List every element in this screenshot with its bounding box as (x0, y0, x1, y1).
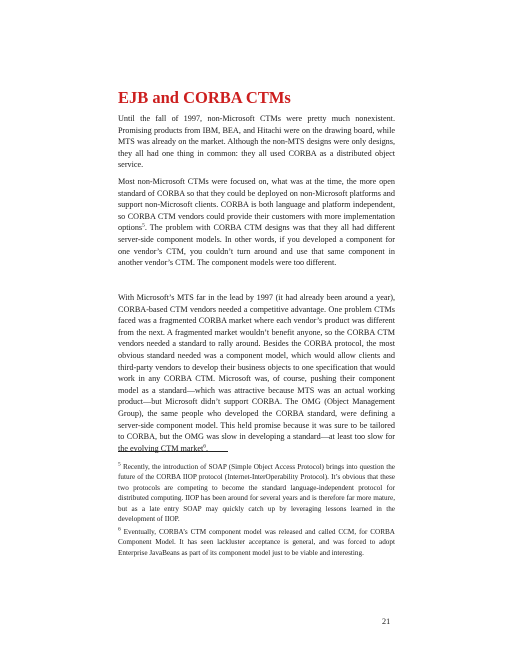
page-number: 21 (382, 617, 391, 626)
footnote-6 (118, 527, 395, 558)
paragraph-3-text-b: . (206, 443, 209, 453)
paragraph-1 (118, 113, 395, 171)
footnote-6-text: Eventually, CORBA’s CTM component model was released and called CCM, for CORBA Component Model. It has seen lackluster acceptance is general, and was forced to adopt Enterprise JavaBeans as part of its component model just to be viable and interesting. (118, 528, 395, 557)
footnote-ref-5[interactable]: 5 (142, 222, 145, 229)
paragraph-2-text-b: . The problem with CORBA CTM designs was that they all had different server-side component models. In other words, if you developed a component for one vendor’s CTM, you couldn’t turn around and use that same component in another vendor’s CTM. The component models were too different. (118, 223, 395, 268)
footnote-divider (118, 451, 228, 452)
paragraph-3-text-a: With Microsoft’s MTS far in the lead by 1997 (it had already been around a year), CORBA-based CTM vendors needed a competitive advantage. One problem CTMs faced was a fragmented CORBA market where each vendor’s product was different from the next. A fragmented market wouldn’t benefit anyone, so the CORBA CTM vendors needed a standard to rally around. Besides the CORBA protocol, the most obvious standard needed was a component model, which would allow clients and third-party vendors to develop their business objects to one specification that would work in any CORBA CTM. Microsoft was, of course, pushing their component model as a standard—which was attractive because MTS was an actual working product—but Microsoft didn’t support CORBA. The OMG (Object Management Group), the same people who developed the CORBA standard, were defining a server-side component model. This held promise because it was sure to be tailored to CORBA, but the OMG was slow in developing a standard—at least too slow for the evolving CTM market (118, 293, 395, 453)
footnote-ref-6[interactable]: 6 (203, 442, 207, 449)
footnote-5 (118, 462, 395, 524)
footnote-5-text: Recently, the introduction of SOAP (Simple Object Access Protocol) brings into question the future of the CORBA IIOP protocol (Internet-InterOperability Protocol). It’s obvious that these two protocols are competing to become the standard language-independent protocol for distributed computing. IIOP has been around for several years and is therefore far more mature, but as a late entry SOAP may quickly catch up by leveraging lessons learned in the development of IIOP. (118, 463, 395, 524)
footnote-6-mark: 6 (118, 526, 121, 533)
paragraph-2 (118, 176, 395, 269)
section-heading: EJB and CORBA CTMs (118, 88, 291, 107)
paragraph-3 (118, 292, 395, 454)
paragraph-1-text: Until the fall of 1997, non-Microsoft CTMs were pretty much nonexistent. Promising products from IBM, BEA, and Hitachi were on the drawing board, while MTS was already on the market. Although the non-MTS designs were only designs, they all had one thing in common: they all used CORBA as a distributed object service. (118, 114, 395, 170)
paragraph-2-text-a: Most non-Microsoft CTMs were focused on, what was at the time, the more open standard of CORBA so that they could be deployed on non-Microsoft platforms and support non-Microsoft clients. CORBA is both language and platform independent, so CORBA CTM vendors could provide their customers with more implementation options (118, 177, 395, 233)
footnote-5-mark: 5 (118, 461, 121, 468)
